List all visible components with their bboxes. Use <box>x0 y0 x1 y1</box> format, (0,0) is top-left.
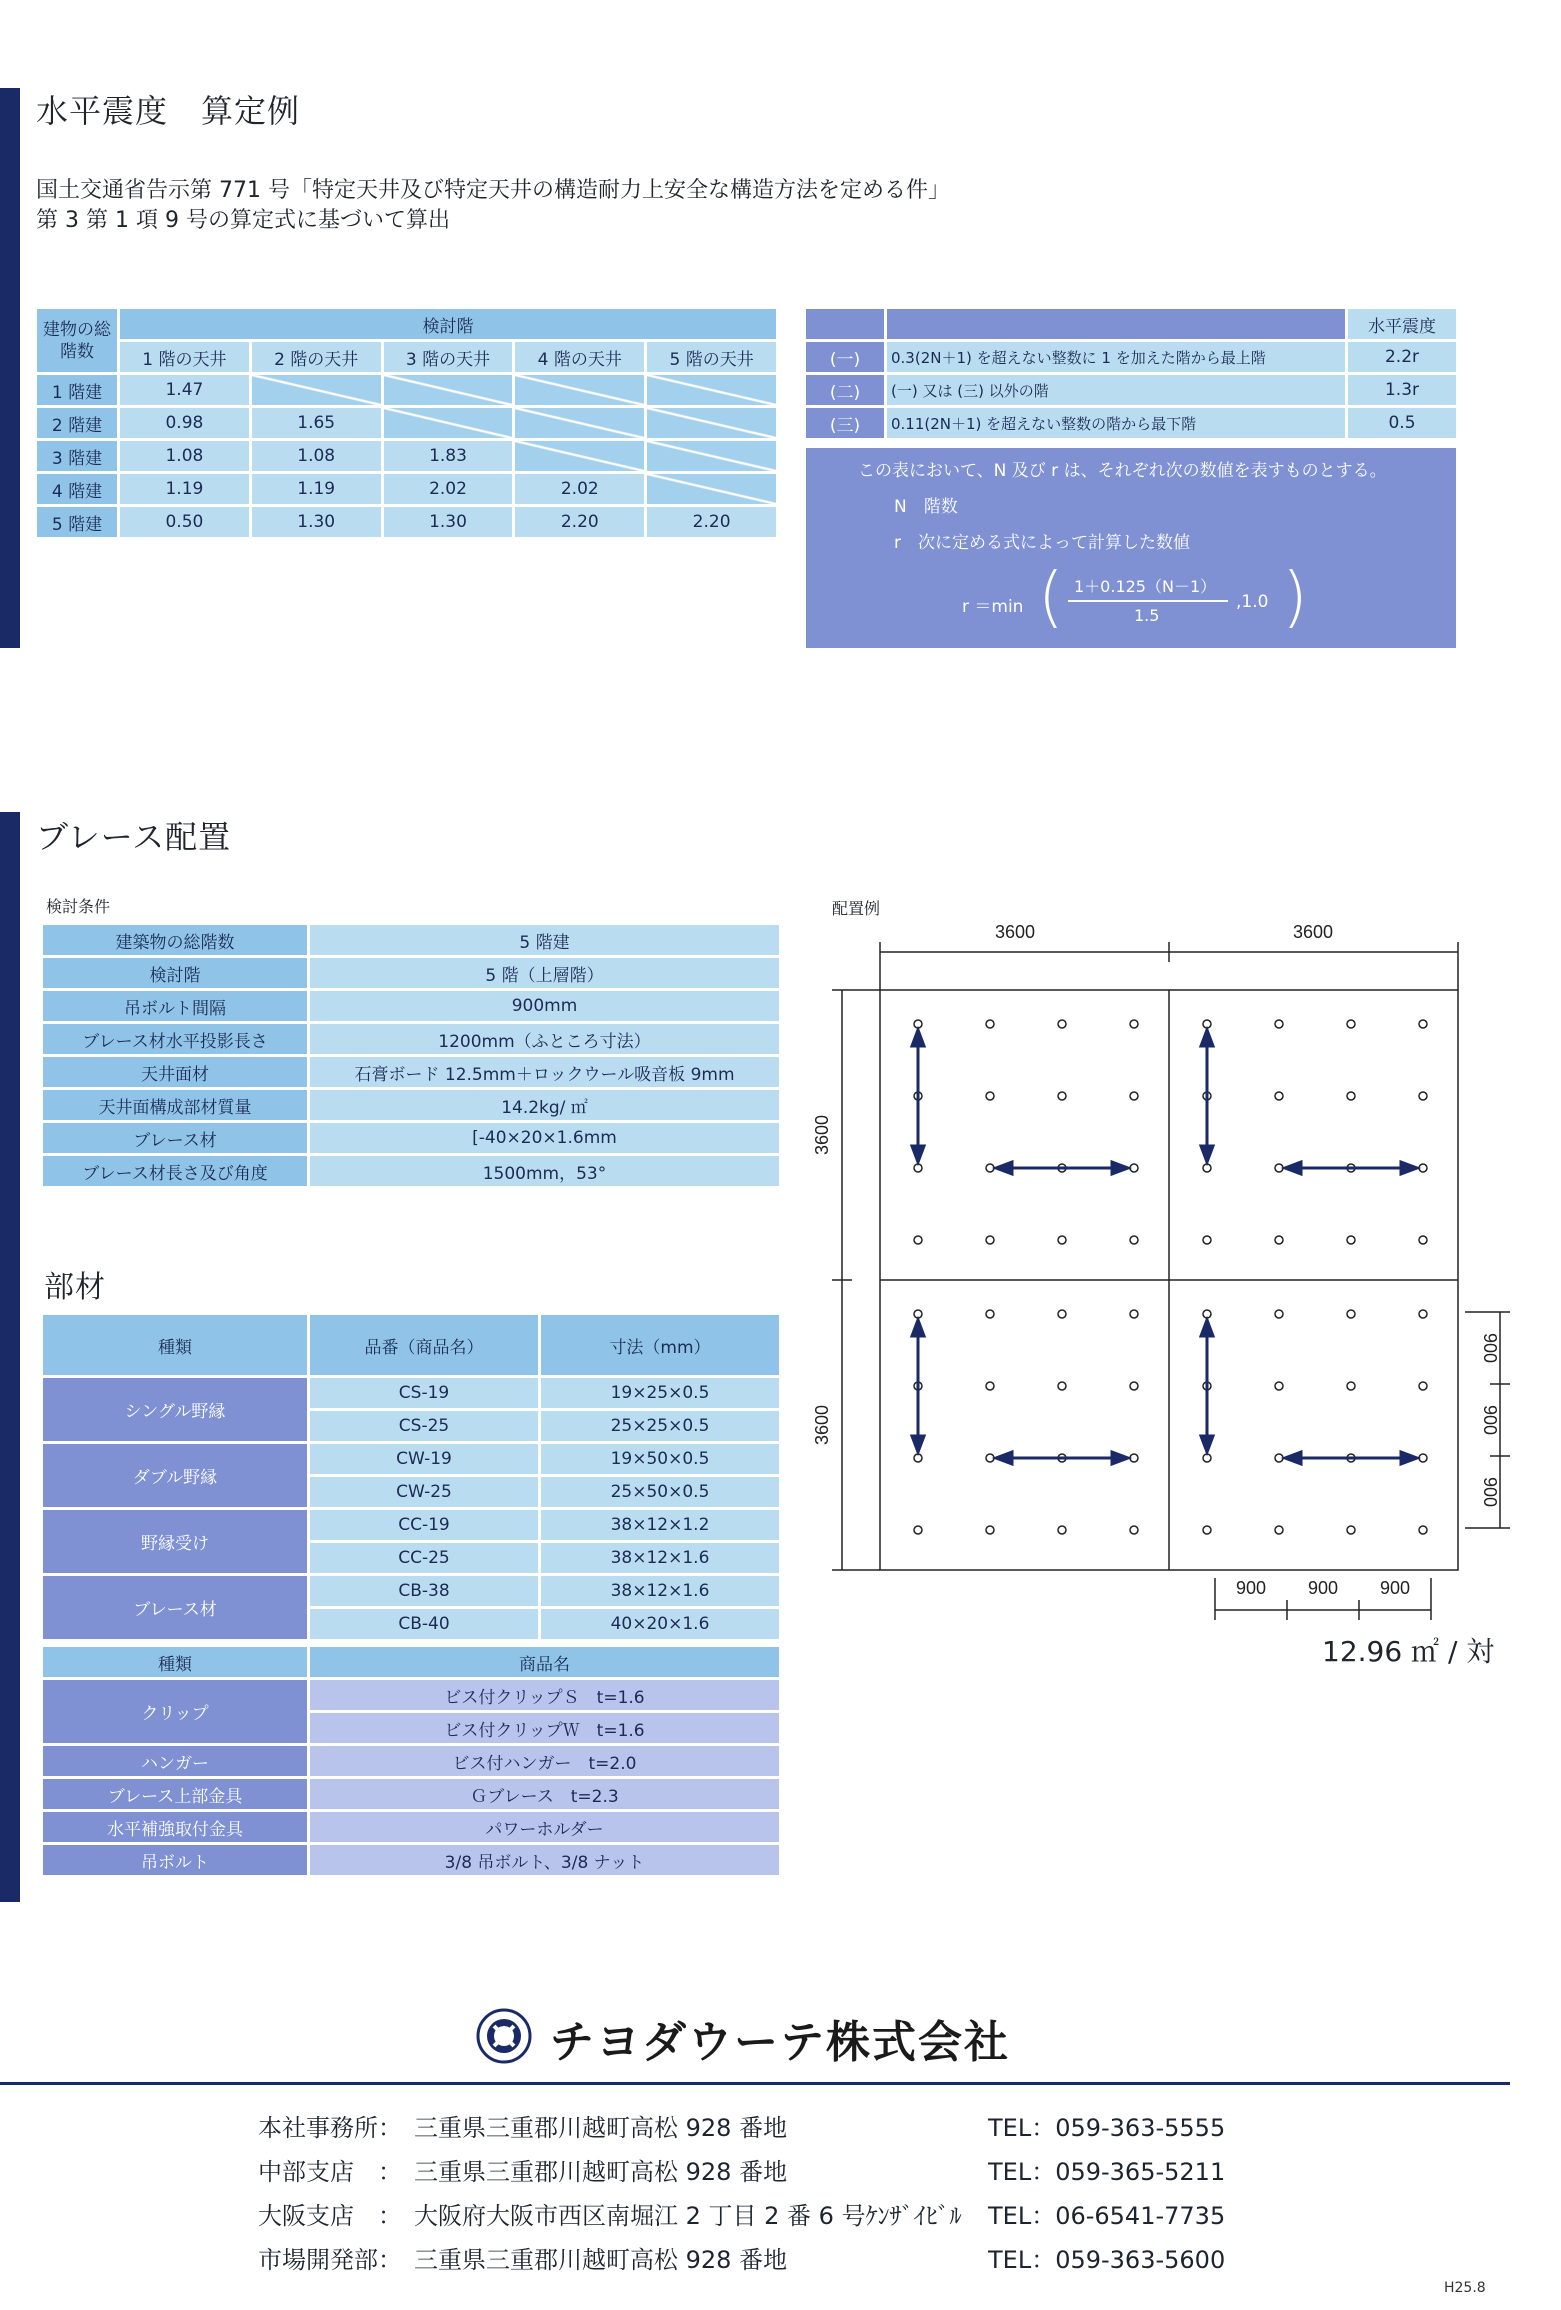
table-cell: 1.19 <box>252 474 381 504</box>
hanger-bolt-dot <box>1419 1310 1427 1318</box>
paren-left: ( <box>1038 558 1064 635</box>
arrowhead <box>1201 1146 1213 1162</box>
hanger-bolt-dot <box>986 1526 994 1534</box>
dimension-label: 900 <box>1235 1578 1267 1598</box>
empty-cell <box>647 474 776 504</box>
condition-key: 天井面材 <box>43 1057 307 1087</box>
table-row <box>43 1812 779 1842</box>
hanger-bolt-dot <box>1058 1310 1066 1318</box>
company-name: チヨダウーテ株式会社 <box>550 2017 1010 2068</box>
table-cell: 1.65 <box>252 408 381 438</box>
column-header: 商品名 <box>310 1647 779 1677</box>
table-row <box>43 1845 779 1875</box>
condition-key: 天井面構成部材質量 <box>43 1090 307 1120</box>
empty-cell <box>647 441 776 471</box>
office-address: 三重県三重郡川越町高松 928 番地 <box>414 2246 788 2274</box>
part-type: シングル野縁 <box>43 1378 307 1441</box>
column-header: 種類 <box>43 1647 307 1677</box>
hanger-bolt-dot <box>1058 1020 1066 1028</box>
table-row <box>43 1156 779 1186</box>
hanger-bolt-dot <box>986 1092 994 1100</box>
empty-cell <box>515 375 644 405</box>
arrowhead <box>912 1146 924 1162</box>
condition-key: 吊ボルト間隔 <box>43 991 307 1021</box>
arrowhead <box>1112 1452 1128 1464</box>
office-name: 大阪支店 ： <box>258 2202 402 2230</box>
hanger-bolt-dot <box>1419 1526 1427 1534</box>
hanger-bolt-dot <box>1419 1382 1427 1390</box>
row-value: 0.5 <box>1348 408 1456 438</box>
part-size: 25×25×0.5 <box>541 1411 779 1441</box>
hanger-bolt-dot <box>1058 1382 1066 1390</box>
arrowhead <box>996 1452 1012 1464</box>
brace-layout-diagram <box>800 910 1520 1630</box>
dimension-label: 900 <box>1480 1476 1500 1508</box>
condition-key: ブレース材長さ及び角度 <box>43 1156 307 1186</box>
dimension-label: 900 <box>1480 1332 1500 1364</box>
office-address: 三重県三重郡川越町高松 928 番地 <box>414 2158 788 2186</box>
formula-numerator: 1＋0.125（N－1） <box>1074 577 1217 596</box>
hanger-bolt-dot <box>1275 1020 1283 1028</box>
products-table <box>40 1644 782 1878</box>
row-text: 0.3(2N＋1) を超えない整数に 1 を加えた階から最上階 <box>887 342 1345 372</box>
empty-cell <box>647 408 776 438</box>
product-name: ビス付クリップＷ t=1.6 <box>310 1713 779 1743</box>
table-row <box>43 1680 779 1710</box>
table-row <box>43 1123 779 1153</box>
office-tel: TEL：06-6541-7735 <box>988 2202 1226 2230</box>
product-type: 吊ボルト <box>43 1845 307 1875</box>
part-code: CS-25 <box>310 1411 538 1441</box>
row-number: (三) <box>806 408 884 438</box>
hanger-bolt-dot <box>1275 1310 1283 1318</box>
hanger-bolt-dot <box>986 1382 994 1390</box>
part-type: ブレース材 <box>43 1576 307 1639</box>
area-per-pair: 12.96 ㎡ / 対 <box>1322 1635 1495 1668</box>
product-type: ハンガー <box>43 1746 307 1776</box>
table-cell: 1.08 <box>252 441 381 471</box>
office-tel: TEL：059-365-5211 <box>988 2158 1226 2186</box>
row-text: (一) 又は (三) 以外の階 <box>887 375 1345 405</box>
hanger-bolt-dot <box>1347 1310 1355 1318</box>
arrowhead <box>996 1162 1012 1174</box>
part-size: 38×12×1.6 <box>541 1576 779 1606</box>
conditions-label: 検討条件 <box>46 897 111 916</box>
office-name: 本社事務所： <box>258 2114 402 2142</box>
hanger-bolt-dot <box>986 1020 994 1028</box>
part-size: 19×25×0.5 <box>541 1378 779 1408</box>
empty-cell <box>252 375 381 405</box>
intro-line: 第 3 第 1 項 9 号の算定式に基づいて算出 <box>36 208 450 233</box>
table-row <box>806 342 1456 372</box>
hanger-bolt-dot <box>1130 1092 1138 1100</box>
hanger-bolt-dot <box>1419 1092 1427 1100</box>
empty-cell <box>384 408 513 438</box>
hanger-bolt-dot <box>914 1526 922 1534</box>
dimension-label: 3600 <box>812 1114 832 1156</box>
office-address: 三重県三重郡川越町高松 928 番地 <box>414 2114 788 2142</box>
hanger-bolt-dot <box>1347 1020 1355 1028</box>
column-header: 寸法（mm） <box>541 1315 779 1375</box>
arrowhead <box>1201 1030 1213 1046</box>
empty-cell <box>515 441 644 471</box>
condition-value: 1200mm（ふところ寸法） <box>310 1024 779 1054</box>
hanger-bolt-dot <box>1275 1526 1283 1534</box>
table-row <box>37 474 776 504</box>
company-logo-icon <box>476 2008 532 2064</box>
parts-title: 部材 <box>44 1270 106 1305</box>
condition-key: ブレース材 <box>43 1123 307 1153</box>
row-number: (一) <box>806 342 884 372</box>
hanger-bolt-dot <box>1058 1526 1066 1534</box>
product-name: ビス付クリップＳ t=1.6 <box>310 1680 779 1710</box>
table-row <box>806 408 1456 438</box>
part-size: 25×50×0.5 <box>541 1477 779 1507</box>
hanger-bolt-dot <box>1275 1092 1283 1100</box>
section-bar <box>0 88 20 648</box>
formula <box>956 558 1356 644</box>
row-label: 4 階建 <box>37 474 117 504</box>
section-title: ブレース配置 <box>36 818 232 856</box>
column-header: 1 階の天井 <box>120 342 249 372</box>
table-row <box>37 441 776 471</box>
column-header: 品番（商品名） <box>310 1315 538 1375</box>
section-title: 水平震度 算定例 <box>36 92 301 130</box>
part-code: CW-19 <box>310 1444 538 1474</box>
intro-line: 国土交通省告示第 771 号「特定天井及び特定天井の構造耐力上安全な構造方法を定める件」 <box>36 178 950 203</box>
condition-value: 石膏ボード 12.5mm＋ロックウール吸音板 9mm <box>310 1057 779 1087</box>
arrowhead <box>1201 1436 1213 1452</box>
arrowhead <box>1401 1162 1417 1174</box>
arrowhead <box>912 1320 924 1336</box>
dimension-label: 3600 <box>994 922 1036 942</box>
column-header: 水平震度 <box>1348 309 1456 339</box>
arrowhead <box>1285 1162 1301 1174</box>
product-name: パワーホルダー <box>310 1812 779 1842</box>
product-type: ブレース上部金具 <box>43 1779 307 1809</box>
note-text: この表において、N 及び r は、それぞれ次の数値を表すものとする。 <box>858 461 1387 481</box>
table-row <box>37 408 776 438</box>
formula-denominator: 1.5 <box>1134 606 1160 625</box>
condition-key: 建築物の総階数 <box>43 925 307 955</box>
part-code: CC-19 <box>310 1510 538 1540</box>
part-code: CS-19 <box>310 1378 538 1408</box>
arrowhead <box>1201 1320 1213 1336</box>
condition-value: 1500mm，53° <box>310 1156 779 1186</box>
row-label: 5 階建 <box>37 507 117 537</box>
row-value: 1.3r <box>1348 375 1456 405</box>
part-code: CB-38 <box>310 1576 538 1606</box>
hanger-bolt-dot <box>1130 1526 1138 1534</box>
table-row <box>43 1510 779 1540</box>
part-size: 38×12×1.6 <box>541 1543 779 1573</box>
table-row <box>43 1779 779 1809</box>
product-name: Ｇブレース t=2.3 <box>310 1779 779 1809</box>
column-header: 4 階の天井 <box>515 342 644 372</box>
table-cell: 1.19 <box>120 474 249 504</box>
hanger-bolt-dot <box>1419 1236 1427 1244</box>
hanger-bolt-dot <box>1203 1236 1211 1244</box>
table-cell: 1.83 <box>384 441 513 471</box>
dimension-label: 900 <box>1480 1404 1500 1436</box>
table-cell: 1.08 <box>120 441 249 471</box>
definition-note <box>806 448 1456 648</box>
seismic-table <box>34 306 779 540</box>
dimension-label: 3600 <box>812 1404 832 1446</box>
empty-cell <box>647 375 776 405</box>
part-size: 38×12×1.2 <box>541 1510 779 1540</box>
condition-value: 900mm <box>310 991 779 1021</box>
table-row <box>37 375 776 405</box>
hanger-bolt-dot <box>1347 1236 1355 1244</box>
table-row <box>43 1444 779 1474</box>
row-label: 1 階建 <box>37 375 117 405</box>
conditions-table <box>40 922 782 1189</box>
hanger-bolt-dot <box>1203 1526 1211 1534</box>
condition-key: 検討階 <box>43 958 307 988</box>
arrowhead <box>1285 1452 1301 1464</box>
product-name: 3/8 吊ボルト、3/8 ナット <box>310 1845 779 1875</box>
column-header: 2 階の天井 <box>252 342 381 372</box>
table-cell: 2.20 <box>515 507 644 537</box>
revision-mark: H25.8 <box>1444 2280 1486 2296</box>
condition-value: 5 階建 <box>310 925 779 955</box>
row-label: 3 階建 <box>37 441 117 471</box>
row-text: 0.11(2N＋1) を超えない整数の階から最下階 <box>887 408 1345 438</box>
table-row <box>43 1378 779 1408</box>
header-cell <box>887 309 1345 339</box>
table-row <box>806 375 1456 405</box>
seismic-coefficient-table <box>803 306 1459 441</box>
part-code: CC-25 <box>310 1543 538 1573</box>
row-number: (二) <box>806 375 884 405</box>
table-row <box>43 1746 779 1776</box>
r-definition: r 次に定める式によって計算した数値 <box>894 533 1190 553</box>
condition-value: [-40×20×1.6mm <box>310 1123 779 1153</box>
table-group-header: 検討階 <box>120 309 776 339</box>
table-cell: 1.30 <box>384 507 513 537</box>
part-type: ダブル野縁 <box>43 1444 307 1507</box>
hanger-bolt-dot <box>1058 1092 1066 1100</box>
diagram-label: 配置例 <box>832 899 881 918</box>
part-code: CB-40 <box>310 1609 538 1639</box>
table-row <box>43 925 779 955</box>
dimension-label: 900 <box>1379 1578 1411 1598</box>
table-row <box>43 991 779 1021</box>
header-cell <box>806 309 884 339</box>
part-size: 19×50×0.5 <box>541 1444 779 1474</box>
hanger-bolt-dot <box>914 1236 922 1244</box>
part-size: 40×20×1.6 <box>541 1609 779 1639</box>
row-value: 2.2r <box>1348 342 1456 372</box>
hanger-bolt-dot <box>1419 1020 1427 1028</box>
table-cell: 0.50 <box>120 507 249 537</box>
product-name: ビス付ハンガー t=2.0 <box>310 1746 779 1776</box>
table-cell: 2.02 <box>384 474 513 504</box>
hanger-bolt-dot <box>1130 1020 1138 1028</box>
arrowhead <box>1112 1162 1128 1174</box>
hanger-bolt-dot <box>1347 1526 1355 1534</box>
formula-tail: ,1.0 <box>1236 592 1269 612</box>
office-name: 市場開発部： <box>258 2246 402 2274</box>
office-tel: TEL：059-363-5555 <box>988 2114 1226 2142</box>
hanger-bolt-dot <box>1275 1382 1283 1390</box>
dimension-label: 3600 <box>1292 922 1334 942</box>
arrowhead <box>912 1030 924 1046</box>
table-cell: 1.30 <box>252 507 381 537</box>
paren-right: ) <box>1282 558 1308 635</box>
table-corner: 建物の総階数 <box>37 309 117 372</box>
empty-cell <box>384 375 513 405</box>
hanger-bolt-dot <box>1130 1382 1138 1390</box>
office-address: 大阪府大阪市西区南堀江 2 丁目 2 番 6 号ｹﾝｻﾞｲﾋﾞﾙ <box>414 2202 962 2230</box>
hanger-bolt-dot <box>1347 1092 1355 1100</box>
arrowhead <box>912 1436 924 1452</box>
hanger-bolt-dot <box>1130 1310 1138 1318</box>
condition-value: 5 階（上層階） <box>310 958 779 988</box>
table-cell: 0.98 <box>120 408 249 438</box>
hanger-bolt-dot <box>986 1236 994 1244</box>
product-type: 水平補強取付金具 <box>43 1812 307 1842</box>
part-code: CW-25 <box>310 1477 538 1507</box>
row-label: 2 階建 <box>37 408 117 438</box>
formula-lhs: r ＝min <box>962 597 1024 617</box>
arrowhead <box>1401 1452 1417 1464</box>
table-row <box>43 1057 779 1087</box>
table-cell: 2.02 <box>515 474 644 504</box>
table-row <box>43 958 779 988</box>
office-name: 中部支店 ： <box>258 2158 402 2186</box>
condition-key: ブレース材水平投影長さ <box>43 1024 307 1054</box>
column-header: 5 階の天井 <box>647 342 776 372</box>
table-cell: 2.20 <box>647 507 776 537</box>
hanger-bolt-dot <box>1058 1236 1066 1244</box>
condition-value: 14.2kg/ ㎡ <box>310 1090 779 1120</box>
empty-cell <box>515 408 644 438</box>
table-row <box>37 507 776 537</box>
n-definition: N 階数 <box>894 497 958 517</box>
column-header: 種類 <box>43 1315 307 1375</box>
section-bar <box>0 812 20 1902</box>
product-type: クリップ <box>43 1680 307 1743</box>
part-type: 野縁受け <box>43 1510 307 1573</box>
hanger-bolt-dot <box>1275 1236 1283 1244</box>
table-cell: 1.47 <box>120 375 249 405</box>
dimension-label: 900 <box>1307 1578 1339 1598</box>
table-row <box>43 1090 779 1120</box>
table-row <box>43 1576 779 1606</box>
fraction-bar <box>1068 600 1228 602</box>
table-row <box>43 1024 779 1054</box>
parts-table <box>40 1312 782 1642</box>
intro-text <box>36 176 950 236</box>
hanger-bolt-dot <box>1130 1236 1138 1244</box>
hanger-bolt-dot <box>986 1310 994 1318</box>
column-header: 3 階の天井 <box>384 342 513 372</box>
hanger-bolt-dot <box>1347 1382 1355 1390</box>
office-tel: TEL：059-363-5600 <box>988 2246 1226 2274</box>
footer-divider <box>0 2082 1510 2085</box>
